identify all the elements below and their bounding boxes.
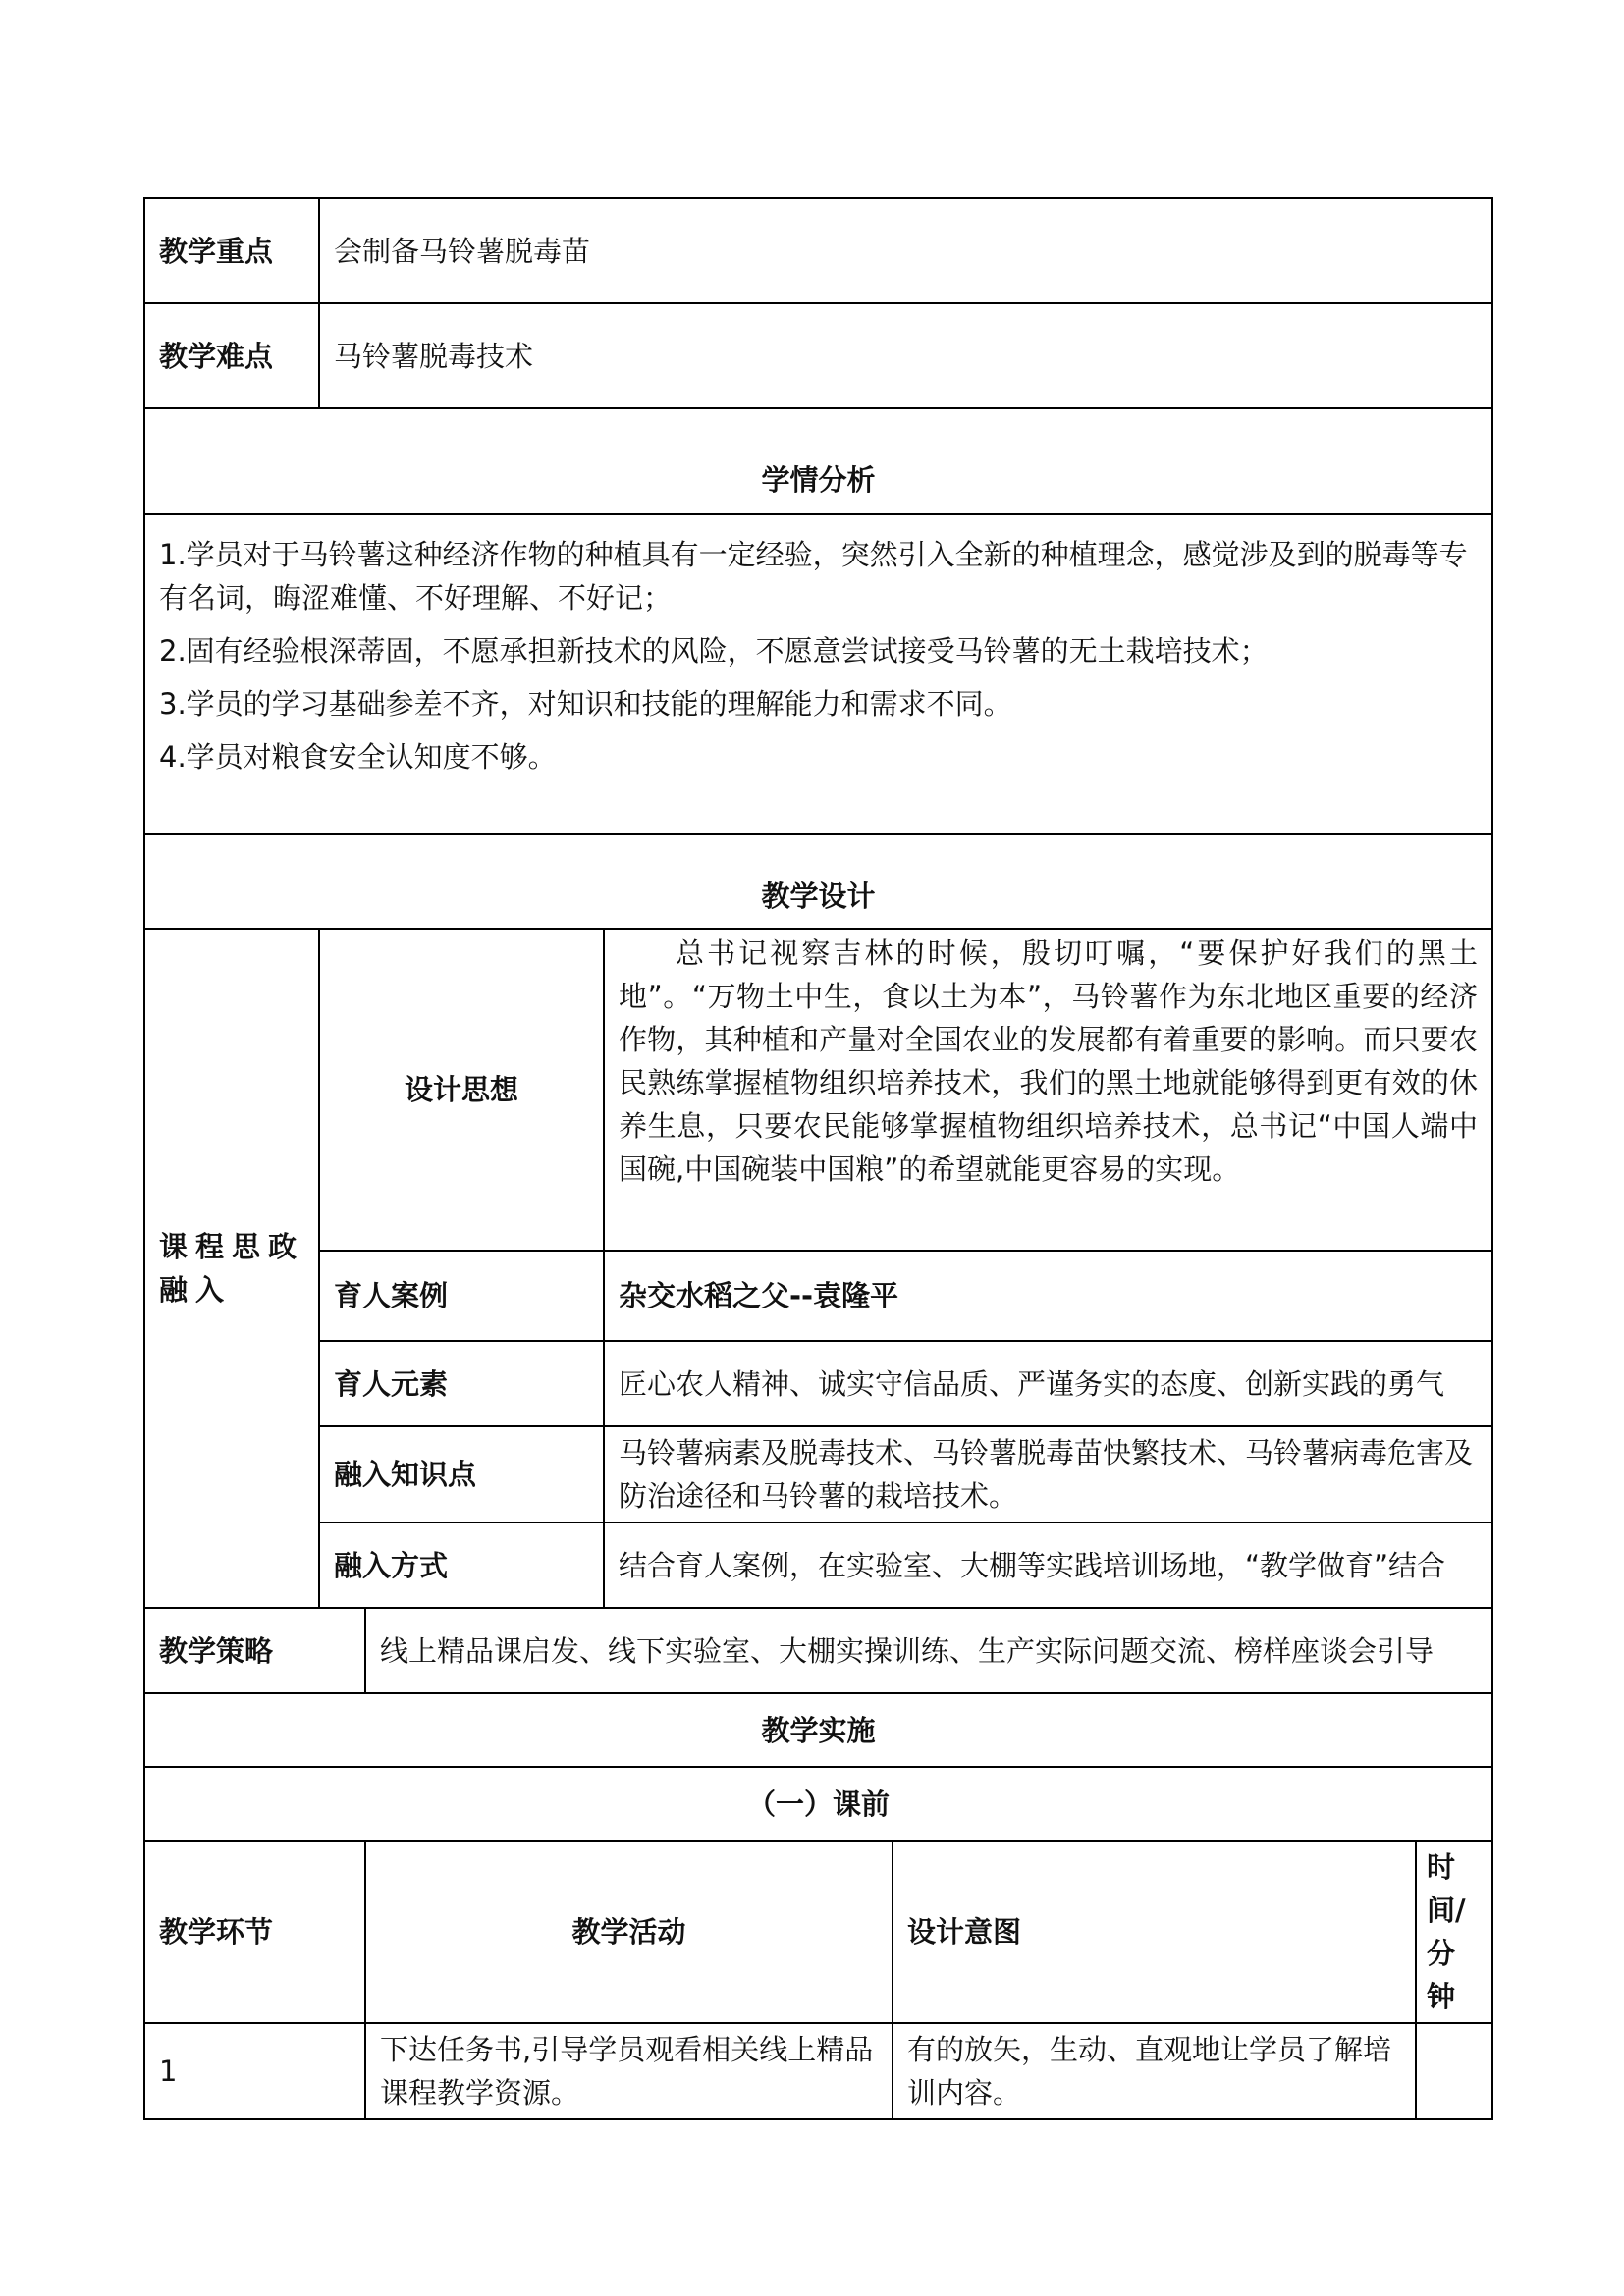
- learner-analysis-item: 1.学员对于马铃薯这种经济作物的种植具有一定经验，突然引入全新的种植理念，感觉涉及到的脱毒等专有名词，晦涩难懂、不好理解、不好记；: [159, 538, 1468, 614]
- strategy-row: [144, 1608, 1492, 1693]
- implementation-row: [144, 2023, 1492, 2119]
- design-heading-row: [144, 834, 1492, 929]
- learner-analysis-item: 3.学员的学习基础参差不齐，对知识和技能的理解能力和需求不同。: [159, 687, 1012, 721]
- education-elements-value: 匠心农人精神、诚实守信品质、严谨务实的态度、创新实践的勇气: [604, 1341, 1492, 1426]
- focus-value: 会制备马铃薯脱毒苗: [319, 198, 1492, 303]
- integration-method-label: 融入方式: [319, 1522, 604, 1608]
- difficulty-label: 教学难点: [144, 303, 319, 408]
- phase-heading-row: [144, 1767, 1492, 1841]
- education-case-label: 育人案例: [319, 1251, 604, 1341]
- implementation-intent: 有的放矢，生动、直观地让学员了解培训内容。: [893, 2023, 1416, 2119]
- integration-method-value: 结合育人案例，在实验室、大棚等实践培训场地，“教学做育”结合: [604, 1522, 1492, 1608]
- learner-analysis-content-row: [144, 514, 1492, 834]
- ideological-integration-label: 课程思政融入: [144, 929, 319, 1608]
- education-elements-row: [144, 1341, 1492, 1426]
- integration-method-row: [144, 1522, 1492, 1608]
- education-case-value: 杂交水稻之父--袁隆平: [604, 1251, 1492, 1341]
- implementation-step: 1: [144, 2023, 365, 2119]
- lesson-plan-table: [143, 197, 1493, 2120]
- implementation-heading-row: [144, 1693, 1492, 1767]
- learner-analysis-item: 4.学员对粮食安全认知度不够。: [159, 740, 557, 774]
- education-elements-label: 育人元素: [319, 1341, 604, 1426]
- difficulty-row: [144, 303, 1492, 408]
- knowledge-points-label: 融入知识点: [319, 1426, 604, 1522]
- strategy-label: 教学策略: [144, 1608, 365, 1693]
- column-header-intent: 设计意图: [893, 1841, 1416, 2023]
- column-header-step: 教学环节: [144, 1841, 365, 2023]
- focus-label: 教学重点: [144, 198, 319, 303]
- design-idea-label: 设计思想: [319, 929, 604, 1251]
- phase-heading: （一）课前: [144, 1767, 1492, 1841]
- design-idea-value: 总书记视察吉林的时候，殷切叮嘱，“要保护好我们的黑土地”。“万物土中生，食以土为本”，马铃薯作为东北地区重要的经济作物，其种植和产量对全国农业的发展都有着重要的影响。而只要农民熟练掌握植物组织培养技术，我们的黑土地就能够得到更有效的休养生息，只要农民能够掌握植物组织培养技术，总书记“中国人端中国碗,中国碗装中国粮”的希望就能更容易的实现。: [604, 929, 1492, 1251]
- design-heading: 教学设计: [144, 834, 1492, 929]
- focus-row: [144, 198, 1492, 303]
- knowledge-points-value: 马铃薯病素及脱毒技术、马铃薯脱毒苗快繁技术、马铃薯病毒危害及防治途径和马铃薯的栽培技术。: [604, 1426, 1492, 1522]
- implementation-heading: 教学实施: [144, 1693, 1492, 1767]
- learner-analysis-content: [144, 514, 1492, 834]
- design-idea-row: [144, 929, 1492, 1251]
- education-case-row: [144, 1251, 1492, 1341]
- column-header-time: [1416, 1841, 1492, 2023]
- strategy-value: 线上精品课启发、线下实验室、大棚实操训练、生产实际问题交流、榜样座谈会引导: [365, 1608, 1492, 1693]
- column-header-time-text: 时间/分钟: [1427, 1850, 1466, 2013]
- implementation-activity: 下达任务书,引导学员观看相关线上精品课程教学资源。: [365, 2023, 893, 2119]
- learner-analysis-heading: 学情分析: [144, 408, 1492, 514]
- column-header-activity: 教学活动: [365, 1841, 893, 2023]
- implementation-header-row: [144, 1841, 1492, 2023]
- learner-analysis-item: 2.固有经验根深蒂固，不愿承担新技术的风险，不愿意尝试接受马铃薯的无土栽培技术；: [159, 634, 1269, 667]
- implementation-time: [1416, 2023, 1492, 2119]
- knowledge-points-row: [144, 1426, 1492, 1522]
- learner-analysis-heading-row: [144, 408, 1492, 514]
- difficulty-value: 马铃薯脱毒技术: [319, 303, 1492, 408]
